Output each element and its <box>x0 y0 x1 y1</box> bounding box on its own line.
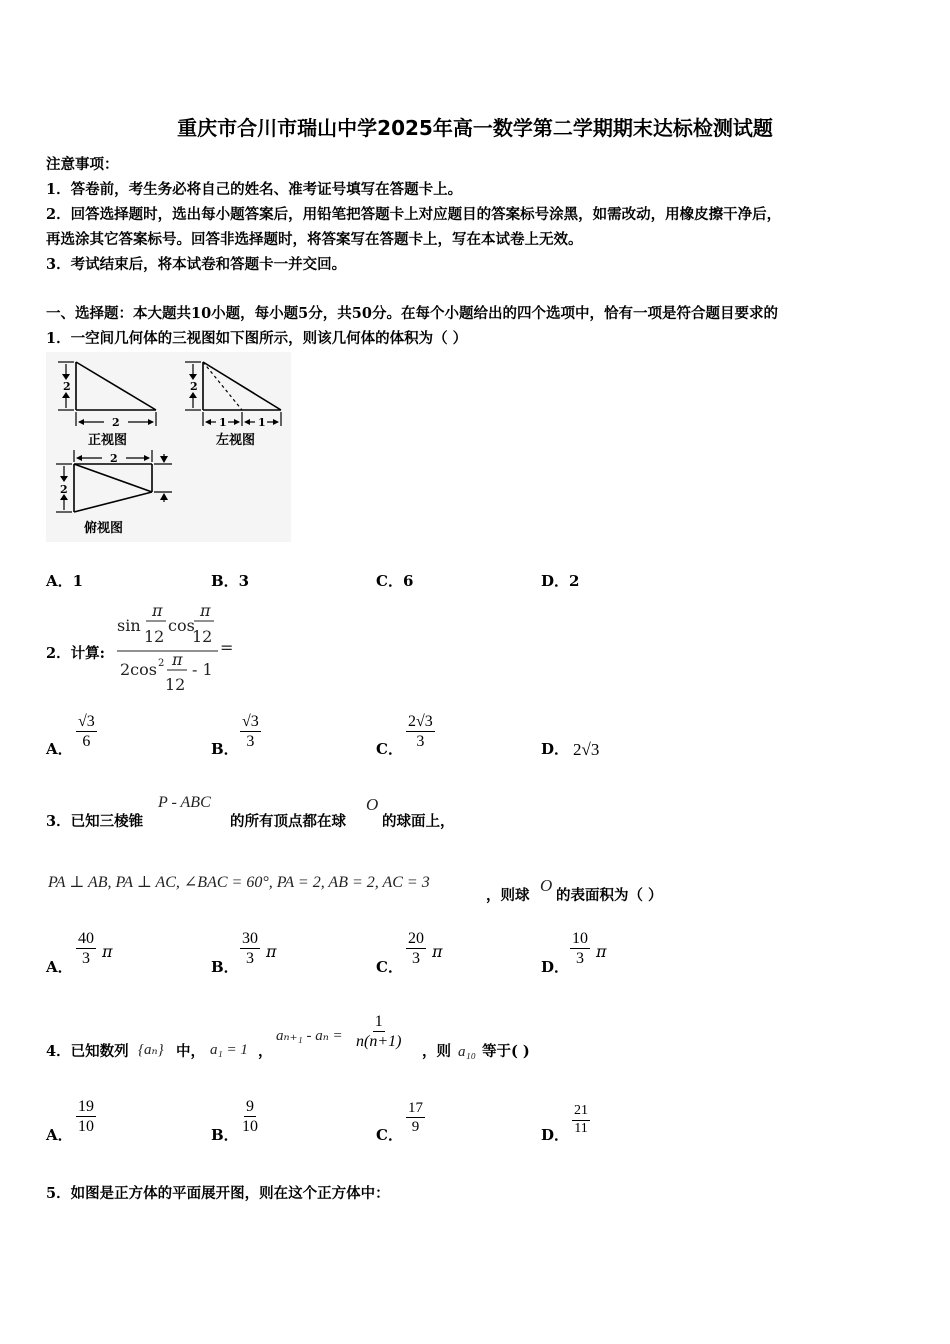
q2-prefix: 2．计算: <box>46 645 105 662</box>
q3-pyramid: P - ABC <box>158 794 211 811</box>
q3-option-a-pi: π <box>102 942 113 961</box>
notice-line-2: 2．回答选择题时，选出每小题答案后，用铅笔把答题卡上对应题目的答案标号涂黑，如需改动，用橡皮擦干净后， <box>46 206 782 223</box>
q3-option-a-value: $\frac{40}{3}$ <box>78 930 94 968</box>
svg-text:π: π <box>200 602 211 620</box>
svg-text:2: 2 <box>158 658 165 669</box>
q3-option-d-value: $\frac{10}{3}$ <box>572 930 588 968</box>
q4-then: ，则 <box>422 1043 451 1060</box>
svg-text:π: π <box>152 602 163 620</box>
side-view-label: 左视图 <box>216 433 256 448</box>
q2-option-c-value: $\frac{2√3}{3}$ <box>408 713 433 751</box>
q4-comma: ， <box>258 1043 273 1060</box>
q2-option-d-label[interactable]: D． <box>541 740 570 758</box>
q3-option-d-label[interactable]: D． <box>541 958 570 976</box>
q3-option-b-label[interactable]: B． <box>211 958 239 976</box>
q4-recurrence-left: aₙ₊₁ - aₙ = <box>276 1028 343 1044</box>
q3-option-b-pi: π <box>266 942 277 961</box>
q4-sequence: {aₙ} <box>138 1042 164 1058</box>
svg-text:cos: cos <box>168 616 195 635</box>
q4-option-c-value: $\frac{17}{9}$ <box>408 1100 423 1135</box>
q2-option-b-value: $\frac{√3}{3}$ <box>242 713 259 751</box>
q4-option-d-value: $\frac{21}{11}$ <box>574 1103 588 1136</box>
q1-option-c[interactable]: C．6 <box>376 572 414 590</box>
q3-ask-sphere: O <box>540 876 553 895</box>
q4-option-b-label[interactable]: B． <box>211 1126 239 1144</box>
q1-option-d[interactable]: D．2 <box>541 572 580 590</box>
svg-text:sin: sin <box>117 616 141 635</box>
q2-option-d-value: 2√3 <box>573 740 600 759</box>
q4-recurrence-right: $\frac{1}{n(n+1)}$ <box>356 1013 402 1051</box>
front-width-label: 2 <box>112 416 120 429</box>
svg-text:2cos: 2cos <box>120 660 157 679</box>
q3-option-a-label[interactable]: A． <box>46 958 73 976</box>
top-height-label: 2 <box>60 483 68 496</box>
front-view-label: 正视图 <box>88 433 128 448</box>
q3-option-c-pi: π <box>432 942 443 961</box>
q3-ask-tail: 的表面积为（ ） <box>556 887 663 904</box>
q3-option-d-pi: π <box>596 942 607 961</box>
q5-stem: 5．如图是正方体的平面展开图，则在这个正方体中： <box>46 1185 390 1202</box>
q1-option-a[interactable]: A．1 <box>46 572 84 590</box>
q4-option-a-value: $\frac{19}{10}$ <box>78 1098 94 1136</box>
svg-text:12: 12 <box>192 627 213 646</box>
q2-expression <box>112 602 242 698</box>
front-height-label: 2 <box>63 380 71 393</box>
q2-option-a-label[interactable]: A． <box>46 740 73 758</box>
svg-text:π: π <box>172 650 183 669</box>
q1-option-b[interactable]: B．3 <box>211 572 250 590</box>
q3-tail: 的球面上， <box>382 813 455 830</box>
q4-a1: a₁ = 1 <box>210 1042 248 1058</box>
svg-text:12: 12 <box>144 627 165 646</box>
side-right-width-label: 1 <box>258 416 266 429</box>
q4-tail: 等于( ) <box>482 1043 530 1060</box>
q2-option-a-value: $\frac{√3}{6}$ <box>78 713 95 751</box>
q3-option-b-value: $\frac{30}{3}$ <box>242 930 258 968</box>
svg-text:12: 12 <box>165 675 186 694</box>
three-view-figure <box>46 352 291 542</box>
q4-a10: a₁₀ <box>458 1044 476 1060</box>
svg-text:- 1: - 1 <box>192 660 213 679</box>
q3-mid: 的所有顶点都在球 <box>230 813 346 830</box>
notice-line-3: 再选涂其它答案标号。回答非选择题时，将答案写在答题卡上，写在本试卷上无效。 <box>46 231 583 248</box>
q4-option-c-label[interactable]: C． <box>376 1126 403 1144</box>
q1-stem: 1．一空间几何体的三视图如下图所示，则该几何体的体积为（ ） <box>46 330 468 347</box>
q4-mid: 中， <box>176 1043 205 1060</box>
q3-ask-prefix: ，则球 <box>486 887 530 904</box>
top-view-label: 俯视图 <box>84 521 124 536</box>
q3-sphere: O <box>366 795 379 814</box>
side-height-label: 2 <box>190 380 198 393</box>
q4-option-b-value: $\frac{9}{10}$ <box>242 1098 258 1136</box>
section-heading: 一、选择题：本大题共10小题，每小题5分，共50分。在每个小题给出的四个选项中，恰有一项是符合题目要求的 <box>46 305 778 322</box>
side-left-width-label: 1 <box>219 416 227 429</box>
q2-option-c-label[interactable]: C． <box>376 740 403 758</box>
notice-line-4: 3．考试结束后，将本试卷和答题卡一并交回。 <box>46 256 347 273</box>
svg-text:=: = <box>220 638 234 657</box>
q4-option-d-label[interactable]: D． <box>541 1126 570 1144</box>
q3-condition: PA ⊥ AB, PA ⊥ AC, ∠BAC = 60°, PA = 2, AB = 2, AC = 3 <box>48 874 430 891</box>
top-width-label: 2 <box>110 452 118 465</box>
q3-option-c-label[interactable]: C． <box>376 958 403 976</box>
q2-option-b-label[interactable]: B． <box>211 740 239 758</box>
q4-option-a-label[interactable]: A． <box>46 1126 73 1144</box>
page-title: 重庆市合川市瑞山中学2025年高一数学第二学期期末达标检测试题 <box>177 116 773 140</box>
q3-prefix: 3．已知三棱锥 <box>46 813 144 830</box>
notice-heading: 注意事项： <box>46 156 119 173</box>
q4-prefix: 4．已知数列 <box>46 1043 129 1060</box>
q3-option-c-value: $\frac{20}{3}$ <box>408 930 424 968</box>
notice-line-1: 1．答卷前，考生务必将自己的姓名、准考证号填写在答题卡上。 <box>46 181 463 198</box>
